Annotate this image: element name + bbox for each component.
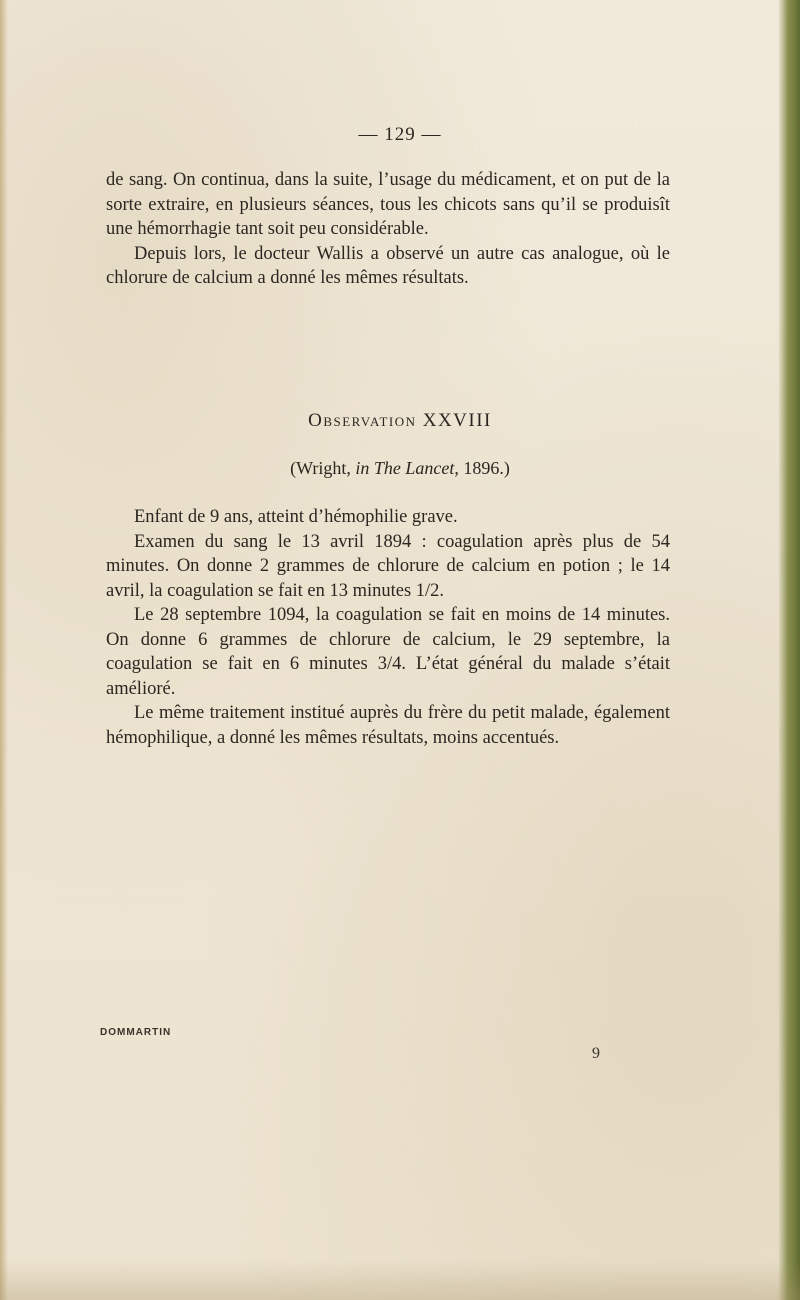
page-bottom-edge — [0, 1260, 800, 1300]
page-number-header: — 129 — — [358, 124, 442, 145]
paragraph-continuation: de sang. On continua, dans la suite, l’usage du médicament, et on put de la sorte extraire, en plusieurs séances, tous les chicots sans qu’il se produisît une hémorrhagie tant soit peu considérable. — [106, 170, 670, 239]
text-block-observation — [106, 505, 670, 750]
signature-number: 9 — [592, 1045, 600, 1062]
page-right-edge — [778, 0, 800, 1300]
paragraph-case: Enfant de 9 ans, atteint d’hémophilie grave. — [134, 507, 458, 527]
reference-journal: in The Lancet — [355, 458, 455, 478]
paragraph-brother: Le même traitement institué auprès du frère du petit malade, également hémophilique, a donné les mêmes résultats, moins accentués. — [106, 703, 670, 748]
page-left-edge — [0, 0, 8, 1300]
reference-suffix: , 1896.) — [454, 458, 510, 478]
reference-prefix: (Wright, — [290, 458, 356, 478]
observation-reference — [0, 458, 800, 479]
observation-heading: Observation XXVIII — [308, 410, 492, 431]
paragraph-september: Le 28 septembre 1094, la coagulation se fait en moins de 14 minutes. On donne 6 grammes de chlorure de calcium, le 29 septembre, la coagulation se fait en 6 minutes 3/4. L’état général du malade s’était amélioré. — [106, 605, 670, 699]
paragraph-april: Examen du sang le 13 avril 1894 : coagulation après plus de 54 minutes. On donne 2 grammes de chlorure de calcium en potion ; le 14 avril, la coagulation se fait en 13 minutes 1/2. — [106, 531, 670, 601]
text-block-top — [106, 168, 670, 291]
printer-signature: DOMMARTIN — [100, 1027, 172, 1038]
paragraph-wallis: Depuis lors, le docteur Wallis a observé un autre cas analogue, où le chlorure de calcium a donné les mêmes résultats. — [106, 243, 670, 288]
